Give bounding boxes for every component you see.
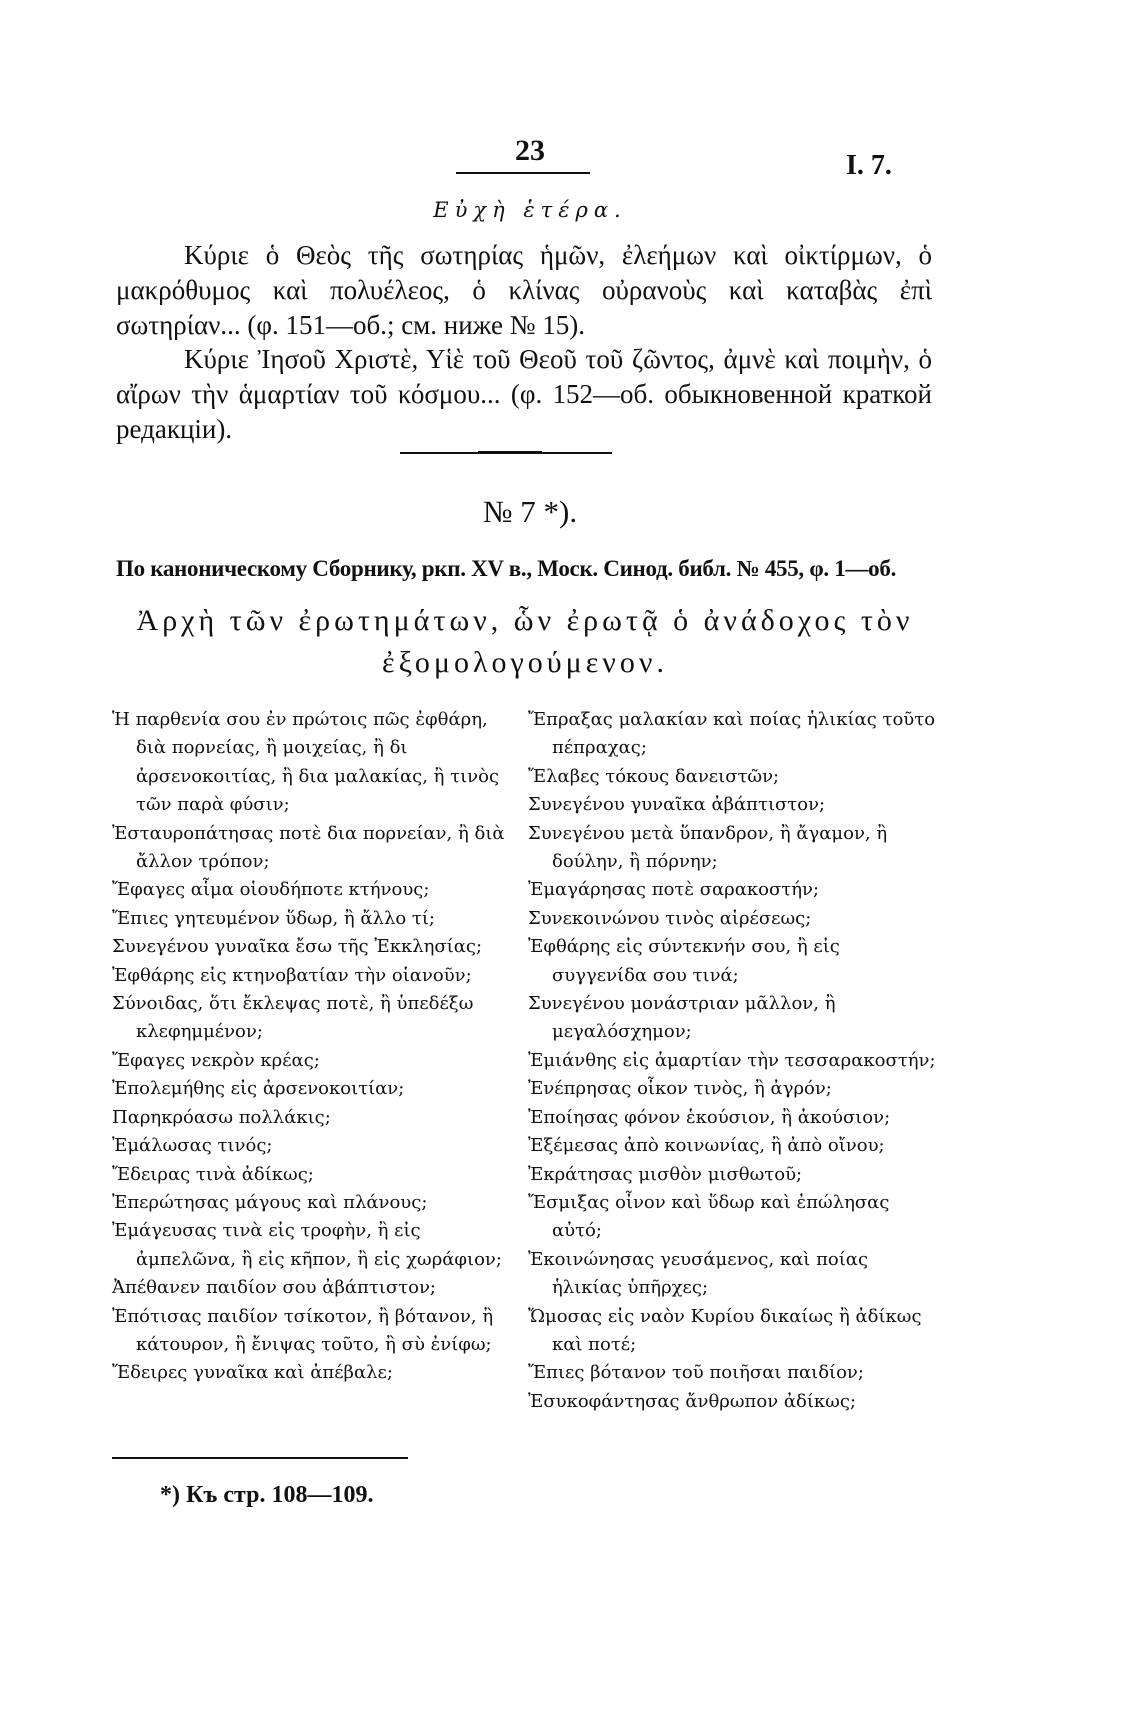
page-number: 23 [515,134,545,167]
list-item: Ἔφαγες νεκρὸν κρέας; [112,1049,320,1071]
prayer-paragraph-1: Κύριε ὁ Θεὸς τῆς σωτηρίας ἡμῶν, ἐλεήμων καὶ οἰκτίρμων, ὁ μακρόθυμος καὶ πολυέλεος, ὁ κλίνας οὐρανοὺς καὶ καταβὰς ἐπὶ σωτηρίαν... (φ. 151—об.; см. ниже № 15). [116,240,932,340]
list-item: Σύνοιδας, ὅτι ἔκλεψας ποτὲ, ἢ ὑπεδέξω κλεφημμένον; [112,993,474,1043]
list-item: Ἐμιάνθης εἰς ἁμαρτίαν τὴν τεσσαρακοστήν; [528,1049,936,1071]
section-mark: I. 7. [846,150,892,181]
source-citation: По каноническому Сборнику, ркп. XV в., Моск. Синод. библ. № 455, φ. 1—об. [116,556,897,581]
list-item: Ἐμάγευσας τινὰ εἰς τροφὴν, ἢ εἰς ἀμπελῶνα, ἢ εἰς κῆπον, ἢ εἰς χωράφιον; [112,1220,502,1270]
list-item: Συνεγένου γυναῖκα ἀβάπτιστον; [528,794,826,816]
list-item: Ἔπιες βότανον τοῦ ποιῆσαι παιδίον; [528,1362,864,1384]
list-item: Ἐξέμεσας ἀπὸ κοινωνίας, ἢ ἀπὸ οἴνου; [528,1135,885,1157]
list-item: Ἐφθάρης εἰς σύντεκνήν σου, ἢ εἰς συγγενίδα σου τινά; [528,936,840,986]
list-item: Ἡ παρθενία σου ἐν πρώτοις πῶς ἐφθάρη, διὰ πορνείας, ἢ μοιχείας, ἢ δι ἀρσενοκοιτίας, ἢ δια μαλακίας, ἢ τινὸς τῶν παρὰ φύσιν; [112,709,500,816]
footnote-rule [112,1457,408,1459]
list-item: Ἐκράτησας μισθὸν μισθωτοῦ; [528,1163,803,1185]
prayer-heading: Εὐχὴ ἑτέρα. [433,198,627,222]
prayer-paragraph-2: Κύριε Ἰησοῦ Χριστὲ, Υἱὲ τοῦ Θεοῦ τοῦ ζῶντος, ἀμνὲ καὶ ποιμὴν, ὁ αἴρων τὴν ἁμαρτίαν τοῦ κόσμου... (φ. 152—об. обыкновенной краткой редакціи). [116,344,932,444]
list-item: Ἐποίησας φόνον ἑκούσιον, ἢ ἀκούσιον; [528,1106,891,1128]
list-item: Ἐνέπρησας οἶκον τινὸς, ἢ ἀγρόν; [528,1078,832,1100]
list-item: Ἐπολεμήθης εἰς ἀρσενοκοιτίαν; [112,1078,405,1100]
list-item: Ἐπερώτησας μάγους καὶ πλάνους; [112,1191,428,1213]
list-item: Ἐσυκοφάντησας ἄνθρωπον ἀδίκως; [528,1390,857,1412]
list-item: Παρηκρόασω πολλάκις; [112,1106,331,1128]
questions-left-column [112,706,514,1388]
list-item: Ἔλαβες τόκους δανειστῶν; [528,765,780,787]
list-item: Ὤμοσας εἰς ναὸν Κυρίου δικαίως ἢ ἀδίκως καὶ ποτέ; [528,1305,922,1355]
list-item: Ἐκοινώνησας γευσάμενος, καὶ ποίας ἡλικίας ὑπῆρχες; [528,1248,869,1299]
list-item: Ἐμάλωσας τινός; [112,1135,273,1157]
footnote: *) Къ стр. 108—109. [160,1482,374,1508]
list-item: Συνεγένου μονάστριαν μᾶλλον, ἢ μεγαλόσχημον; [528,993,836,1043]
list-item: Ἀπέθανεν παιδίον σου ἀβάπτιστον; [112,1277,436,1299]
list-item: Συνεγένου γυναῖκα ἔσω τῆς Ἐκκλησίας; [112,936,483,958]
questions-right-column [528,706,940,1416]
page-number-rule [456,172,590,174]
list-item: Ἔπραξας μαλακίαν καὶ ποίας ἡλικίας τοῦτο πέπραχας; [528,709,936,759]
list-item: Ἔδειρες γυναῖκα καὶ ἀπέβαλε; [112,1362,393,1384]
document-number: № 7 *). [482,494,578,529]
list-item: Ἔδειρας τινὰ ἀδίκως; [112,1163,314,1185]
list-item: Συνεγένου μετὰ ὕπανδρον, ἢ ἄγαμον, ἢ δούλην, ἢ πόρνην; [528,822,888,873]
list-item: Ἐπότισας παιδίον τσίκοτον, ἢ βότανον, ἢ κάτουρον, ἢ ἔνιψας τοῦτο, ἢ σὺ ἐνίφω; [112,1305,494,1355]
list-item: Ἐμαγάρησας ποτὲ σαρακοστήν; [528,879,820,901]
list-item: Συνεκοινώνου τινὸς αἱρέσεως; [528,907,812,929]
list-item: Ἔπιες γητευμένον ὕδωρ, ἢ ἄλλο τί; [112,907,435,929]
section-divider [400,452,612,454]
list-item: Ἐφθάρης εἰς κτηνοβατίαν τὴν οἱανοῦν; [112,964,472,986]
list-item: Ἔφαγες αἷμα οἱουδήποτε κτήνους; [112,879,430,901]
list-item: Ἔσμιξας οἶνον καὶ ὕδωρ καὶ ἐπώλησας αὐτό; [528,1191,890,1242]
document-title: Ἀρχὴ τῶν ἐρωτημάτων, ὧν ἐρωτᾷ ὁ ἀνάδοχος τὸν ἐξομολογούμενον. [136,604,914,679]
list-item: Ἐσταυροπάτησας ποτὲ δια πορνείαν, ἢ διὰ ἄλλον τρόπον; [112,822,505,873]
